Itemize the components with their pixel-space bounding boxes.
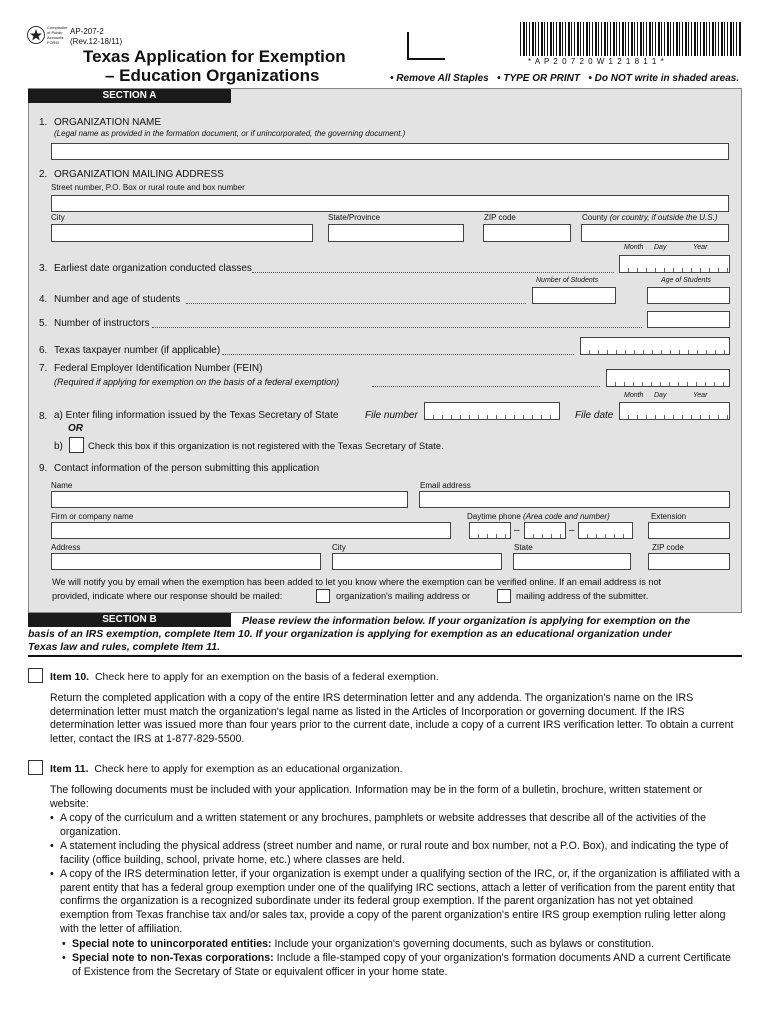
notify-text-1: We will notify you by email when the exemption has been added to let you know where the exemption can be verified online. If an email address is not xyxy=(52,577,662,587)
item1-note: (Legal name as provided in the formation document, or if unincorporated, the governing document.) xyxy=(54,129,406,138)
item5-leader xyxy=(152,326,642,328)
section-b-divider xyxy=(28,655,742,657)
item10-heading: Item 10. Check here to apply for an exemption on the basis of a federal exemption. xyxy=(50,671,439,683)
item7-note: (Required if applying for exemption on the basis of a federal exemption) xyxy=(54,377,340,387)
notify-text-2: provided, indicate where our response should be mailed: xyxy=(52,591,283,601)
notify-option-1: organization's mailing address or xyxy=(336,591,471,601)
item7-leader xyxy=(372,385,600,387)
special-note-1: • Special note to unincorporated entities: Include your organization's governing documents, such as bylaws or constitution. xyxy=(62,938,654,950)
item6-text: Texas taxpayer number (if applicable) xyxy=(54,345,221,356)
extension-input[interactable] xyxy=(648,522,730,539)
item8-number: 8. xyxy=(39,411,48,422)
fein-input[interactable] xyxy=(606,369,730,387)
form-revision: (Rev.12-18/11) xyxy=(70,37,123,46)
instructors-input[interactable] xyxy=(647,311,730,328)
item5-number: 5. xyxy=(39,318,48,329)
section-b-header: SECTION B xyxy=(28,613,231,627)
year-label-2: Year xyxy=(693,392,708,399)
city-input[interactable] xyxy=(51,224,313,242)
org-address-checkbox[interactable] xyxy=(316,589,330,603)
notify-option-2: mailing address of the submitter. xyxy=(516,591,649,601)
form-number: AP-207-2 xyxy=(70,27,104,36)
contact-zip-input[interactable] xyxy=(648,553,730,570)
email-input[interactable] xyxy=(419,491,730,508)
file-number-input[interactable] xyxy=(424,402,560,420)
item8b-text: Check this box if this organization is not registered with the Texas Secretary of State. xyxy=(88,441,444,452)
item1-title: ORGANIZATION NAME xyxy=(54,117,162,128)
item5-text: Number of instructors xyxy=(54,318,150,329)
firm-label: Firm or company name xyxy=(51,512,134,521)
contact-zip-label: ZIP code xyxy=(652,543,684,552)
item11-intro: The following documents must be included with your application. Information may be in the form of a bulletin, brochure, written statement or website: xyxy=(50,784,703,810)
corner-mark xyxy=(407,32,445,60)
age-students-input[interactable] xyxy=(647,287,730,304)
star-icon xyxy=(28,27,44,43)
item8b-prefix: b) xyxy=(54,441,63,452)
item10-body: Return the completed application with a copy of the entire IRS determination letter and any addenda. The organization's name on the IRS determination letter must match the organization's legal name as listed in the Articles of Incorporation or governing document. If the IRS determination letter was issued more than four years prior to the current date, include a copy of a current IRS verification letter. To obtain a current letter, contact the IRS at 1-877-829-5500. xyxy=(50,692,734,746)
item3-number: 3. xyxy=(39,263,48,274)
street-input[interactable] xyxy=(51,195,729,212)
file-date-input[interactable] xyxy=(619,402,730,420)
seal-text: Comptroller of Public Accounts FORM xyxy=(47,25,68,45)
extension-label: Extension xyxy=(651,512,687,521)
form-title-line2: – Education Organizations xyxy=(105,66,320,85)
phone-prefix-input[interactable] xyxy=(524,522,566,539)
item7-text: Federal Employer Identification Number (FEIN) xyxy=(54,363,263,374)
item2-number: 2. xyxy=(39,169,48,180)
section-b-intro-1: Please review the information below. If your organization is applying for exemption on the xyxy=(242,615,691,627)
contact-address-label: Address xyxy=(51,543,81,552)
contact-name-label: Name xyxy=(51,481,73,490)
item11-heading: Item 11. Check here to apply for exemption as an educational organization. xyxy=(50,763,403,775)
item1-number: 1. xyxy=(39,117,48,128)
phone-dash-2: – xyxy=(569,525,575,536)
barcode-text: * A P 2 0 7 2 0 W 1 2 1 8 1 1 * xyxy=(528,57,665,66)
item11-checkbox[interactable] xyxy=(28,760,43,775)
item2-title: ORGANIZATION MAILING ADDRESS xyxy=(54,169,224,180)
file-number-label: File number xyxy=(365,410,418,421)
contact-state-label: State xyxy=(514,543,533,552)
zip-label: ZIP code xyxy=(484,213,516,222)
organization-name-input[interactable] xyxy=(51,143,729,160)
state-label: State/Province xyxy=(328,213,381,222)
age-students-label: Age of Students xyxy=(661,277,711,284)
special-note-2: • Special note to non-Texas corporations: Include a file-stamped copy of your organization's formation documents AND a current Certificate of Existence from the Secretary of State or equivalent officer in your home state. xyxy=(62,952,731,978)
barcode xyxy=(520,22,742,56)
month-label: Month xyxy=(624,244,644,251)
firm-input[interactable] xyxy=(51,522,451,539)
month-label-2: Month xyxy=(624,392,644,399)
item9-number: 9. xyxy=(39,463,48,474)
item3-text: Earliest date organization conducted classes xyxy=(54,263,252,274)
form-title-line1: Texas Application for Exemption xyxy=(83,47,346,66)
contact-name-input[interactable] xyxy=(51,491,408,508)
section-a-header: SECTION A xyxy=(28,89,231,103)
form-instructions: • Remove All Staples • TYPE OR PRINT • Do NOT write in shaded areas. xyxy=(390,73,740,84)
phone-line-input[interactable] xyxy=(578,522,633,539)
item11-bullet-1: • A copy of the curriculum and a written statement or any brochures, pamphlets or website addresses that describe all of the activities of the organization. xyxy=(50,812,706,838)
taxpayer-number-input[interactable] xyxy=(580,337,730,355)
email-label: Email address xyxy=(420,481,471,490)
city-label: City xyxy=(51,213,65,222)
county-label: County (or country, if outside the U.S.) xyxy=(582,213,718,222)
item4-text: Number and age of students xyxy=(54,294,181,305)
item11-bullet-3: • A copy of the IRS determination letter, if your organization is exempt under a qualifying section of the IRC, or, if the organization is affiliated with a parent entity that has a federal group exemption under one of the qualifying IRC sections, attach a letter of verification from the parent entity that confirms the organization is a recognized subordinate under its federal group exemption. If the parent organization has not yet obtained exemption from Texas franchise tax and/or sales tax, provide a copy of the parent organization's entire IRS group exemption ruling letter along with the letter of affiliation. xyxy=(50,868,740,935)
phone-label: Daytime phone (Area code and number) xyxy=(467,512,610,521)
number-students-label: Number of Students xyxy=(536,277,599,284)
year-label: Year xyxy=(693,244,708,251)
contact-city-input[interactable] xyxy=(332,553,502,570)
item11-bullet-2: • A statement including the physical address (street number and name, or rural route and box number, not a P.O. Box), and indicating the type of facility (office building, school, private home, etc.) where classes are held. xyxy=(50,840,729,866)
county-input[interactable] xyxy=(581,224,729,242)
file-date-label: File date xyxy=(575,410,614,421)
item6-number: 6. xyxy=(39,345,48,356)
item4-leader xyxy=(186,302,526,304)
zip-input[interactable] xyxy=(483,224,571,242)
item3-leader xyxy=(252,271,614,273)
contact-city-label: City xyxy=(332,543,346,552)
state-input[interactable] xyxy=(328,224,464,242)
item4-number: 4. xyxy=(39,294,48,305)
section-b-intro-2: basis of an IRS exemption, complete Item 10. If your organization is applying for exemption as an educational organization under xyxy=(28,628,672,640)
contact-state-input[interactable] xyxy=(513,553,631,570)
not-registered-checkbox[interactable] xyxy=(69,437,84,453)
submitter-address-checkbox[interactable] xyxy=(497,589,511,603)
section-b-intro-3: Texas law and rules, complete Item 11. xyxy=(28,641,220,653)
day-label-2: Day xyxy=(654,392,667,399)
state-seal xyxy=(27,26,45,44)
item8-or: OR xyxy=(68,423,83,434)
item6-leader xyxy=(222,353,574,355)
item9-text: Contact information of the person submitting this application xyxy=(54,463,320,474)
item7-number: 7. xyxy=(39,363,48,374)
number-students-input[interactable] xyxy=(532,287,616,304)
street-label: Street number, P.O. Box or rural route and box number xyxy=(51,183,245,192)
day-label: Day xyxy=(654,244,667,251)
earliest-date-input[interactable] xyxy=(619,255,730,273)
item8a-text: a) Enter filing information issued by the Texas Secretary of State xyxy=(54,410,339,421)
contact-address-input[interactable] xyxy=(51,553,321,570)
phone-dash: – xyxy=(514,525,520,536)
item10-checkbox[interactable] xyxy=(28,668,43,683)
phone-area-input[interactable] xyxy=(469,522,511,539)
